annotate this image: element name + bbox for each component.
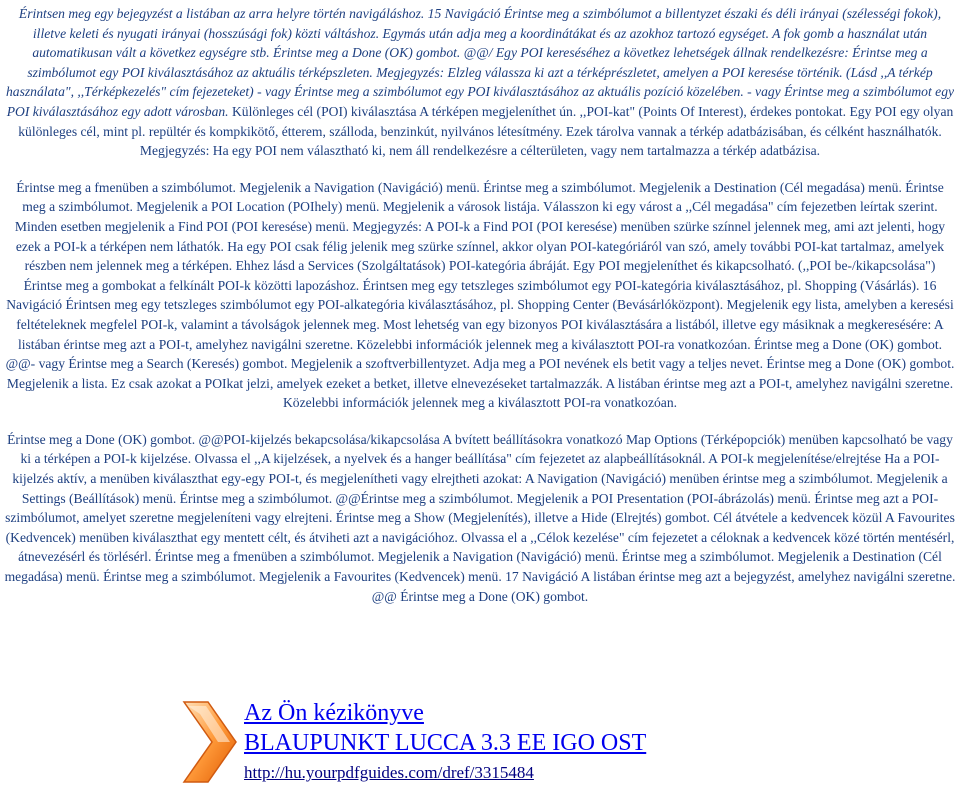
paragraph-sentence: Megjelenik egy lista, amelyben a keresési feltételeknek megfelel POI-k, valamint a távolságok jelennek meg. Most lehetség van egy bizonyos POI kiválasztására a listából, illetve egy másiknak a megkeresésére: A listában érintse meg azt a POI-t, amelyhez navigálni szeretne. bbox=[16, 297, 954, 352]
paragraph-sentence: Különleges cél (POI) kiválasztása A térképen megjeleníthet ún. ,,POI-kat" (Points Of Interest), érdekes pontokat. Egy POI egy olyan különleges cél, mint pl. repültér és kompkikötő, étterem, szálloda, benzinkút, nyilvános létesítmény. Ezek tárolva vannak a térkép adatbázisában, és célként használhatók. bbox=[18, 103, 954, 139]
paragraph-sentence: Shopping (Vásárlás). 16 Navigáció Érintsen meg egy tetszleges szimbólumot egy POI-alkategória kiválasztásához, pl. Shopping Center (Bevásárlóközpont). bbox=[6, 277, 937, 313]
footer bbox=[178, 692, 938, 792]
url-link[interactable]: http://hu.yourpdfguides.com/dref/3315484 bbox=[244, 763, 534, 782]
paragraph-sentence: Érintse meg a Done (OK) gombot. @@POI-kijelzés bekapcsolása/kikapcsolása A bvített beállításokra vonatkozó Map Options (Térképopciók) menüben kapcsolható be vagy ki a térképen a POI-k kijelzése. Olvassa el ,,A kijelzések, a nyelvek és a hanger beállítása" cím fejezetet az alapbeállításoknál. A POI-k megjelenítése/elrejtése Ha a POI-kijelzés aktív, a menüben kiválaszthat egy-egy POI-t, és megjelenítheti vagy elrejtheti azokat: A Navigation (Navigáció) menüben érintse meg a szimbólumot. Megjelenik a Settings (Beállítások) menü. Érintse meg a szimbólumot. @@Érintse meg a szimbólumot. Megjelenik a POI Presentation (POI-ábrázolás) menü. Érintse meg azt a POI-szimbólumot, amelyet szeretne megjeleníteni vagy elrejteni. Érintse meg a Show (Megjelenítés), illetve a Hide (Elrejtés) gombot. bbox=[5, 431, 953, 526]
paragraph-gap bbox=[4, 161, 956, 178]
paragraph-sentence: Megjegyzés: Ha egy POI nem választható ki, nem áll rendelkezésre a célterületen, vagy nem tartalmazza a térkép adatbázisa. bbox=[139, 143, 821, 159]
paragraph-sentence: Cél átvétele a kedvencek közül A Favourites (Kedvencek) menüben kiválaszthat egy mentett célt, és átviheti azt a navigációhoz. Olvassa el a ,,Célok kezelése" cím fejezetet a céloknak a kedvencek közé történ mentésérl, átnevezésérl és törlésérl. Érintse meg a fmenüben a szimbólumot. Megjelenik a Navigation (Navigáció) menü. Érintse meg a szimbólumot. bbox=[5, 510, 955, 565]
footer-links bbox=[244, 698, 646, 784]
paragraph bbox=[4, 430, 956, 606]
product-link[interactable]: BLAUPUNKT LUCCA 3.3 EE IGO OST bbox=[244, 730, 647, 756]
paragraph-sentence: Ha egy POI csak félig jelenik meg szürke színnel, akkor olyan POI-kategóriáról van szó, amely további POI-kat tartalmaz, amelyek részben nem jelennek meg a térképen. Ehhez lásd a Services (Szolgáltatások) POI-kategória ábráját. Egy POI megjeleníthet és kikapcsolható. (,,POI be-/kikapcsolása") Érintse meg a gombokat a felkínált POI-k közötti lapozáshoz. Érintsen meg egy tetszleges szimbólumot egy POI-kategória kiválasztásához, pl. bbox=[23, 238, 945, 293]
paragraph bbox=[4, 178, 956, 413]
paragraph-gap bbox=[4, 413, 956, 430]
orange-arrow-icon bbox=[178, 692, 242, 792]
paragraph-sentence: @@/ Egy POI kereséséhez a következ lehetségek állnak rendelkezésre: Érintse meg a szimbólumot egy POI kiválasztásához az aktuális térképszleten. bbox=[27, 45, 928, 80]
paragraph-sentence: Érintse meg a fmenüben a szimbólumot. Megjelenik a Navigation (Navigáció) menü. Érintse meg a szimbólumot. Megjelenik a Destination (Cél megadása) menü. Érintse meg a szimbólumot. Megjelenik a POI Location (POIhely) menü. Megjelenik a városok listája. Válasszon ki egy várost a ,,Cél megadása" cím fejezetben leírtak szerint. Minden esetben megjelenik a Find POI (POI keresése) menü. Megjegyzés: A POI-k a Find POI (POI keresése) menüben szürke színnel jelennek meg, ami azt jelenti, hogy ezek a POI-k a térképen nem láthatók. bbox=[14, 179, 946, 254]
paragraph-sentence: Megjegyzés: Elzleg válassza ki azt a térképrészletet, amelyen a POI keresése történik. (Lásd ,,A térkép használata", ,,Térképkezelés" cím fejezeteket) - vagy Érintse meg a szimbólumot egy POI kiválasztásához az aktuális pozíció közelében. - vagy Érintse meg a szimbólumot egy POI kiválasztásához egy adott városban. bbox=[5, 64, 955, 119]
paragraph-sentence: Megjelenik a Destination (Cél megadása) menü. Érintse meg a szimbólumot. Megjelenik a Favourites (Kedvencek) menü. 17 Navigáció A listában érintse meg azt a bejegyzést, amelyhez navigálni szeretne. @@ Érintse meg a Done (OK) gombot. bbox=[4, 549, 956, 604]
manual-link[interactable]: Az Ön kézikönyve bbox=[244, 700, 424, 726]
paragraph bbox=[4, 4, 956, 161]
paragraph-sentence: Érintsen meg egy bejegyzést a listában az arra helyre történ navigáláshoz. 15 Navigáció Érintse meg a szimbólumot a billentyzet északi és déli irányai (szélességi fokok), illetve keleti és nyugati irányai (hosszúsági fok) közti váltáshoz. Egymás után adja meg a koordinátákat és az azokhoz tartozó egységet. A fok gomb a használat után automatikusan vált a következ egységre stb. Érintse meg a Done (OK) gombot. bbox=[18, 6, 942, 61]
paragraph-sentence: Közelebbi információk jelennek meg a kiválasztott POI-ra vonatkozóan. Érintse meg a Done (OK) gombot. @@- vagy Érintse meg a Search (Keresés) gombot. Megjelenik a szoftverbillentyzet. Adja meg a POI nevének els betit vagy a teljes nevet. Érintse meg a Done (OK) gombot. Megjelenik a lista. Ez csak azokat a POIkat jelzi, amelyek ezeket a betket, illetve elnevezéseket tartalmazzák. A listában érintse meg azt a POI-t, amelyhez navigálni szeretne. Közelebbi információk jelennek meg a kiválasztott POI-ra vonatkozóan. bbox=[5, 336, 955, 411]
